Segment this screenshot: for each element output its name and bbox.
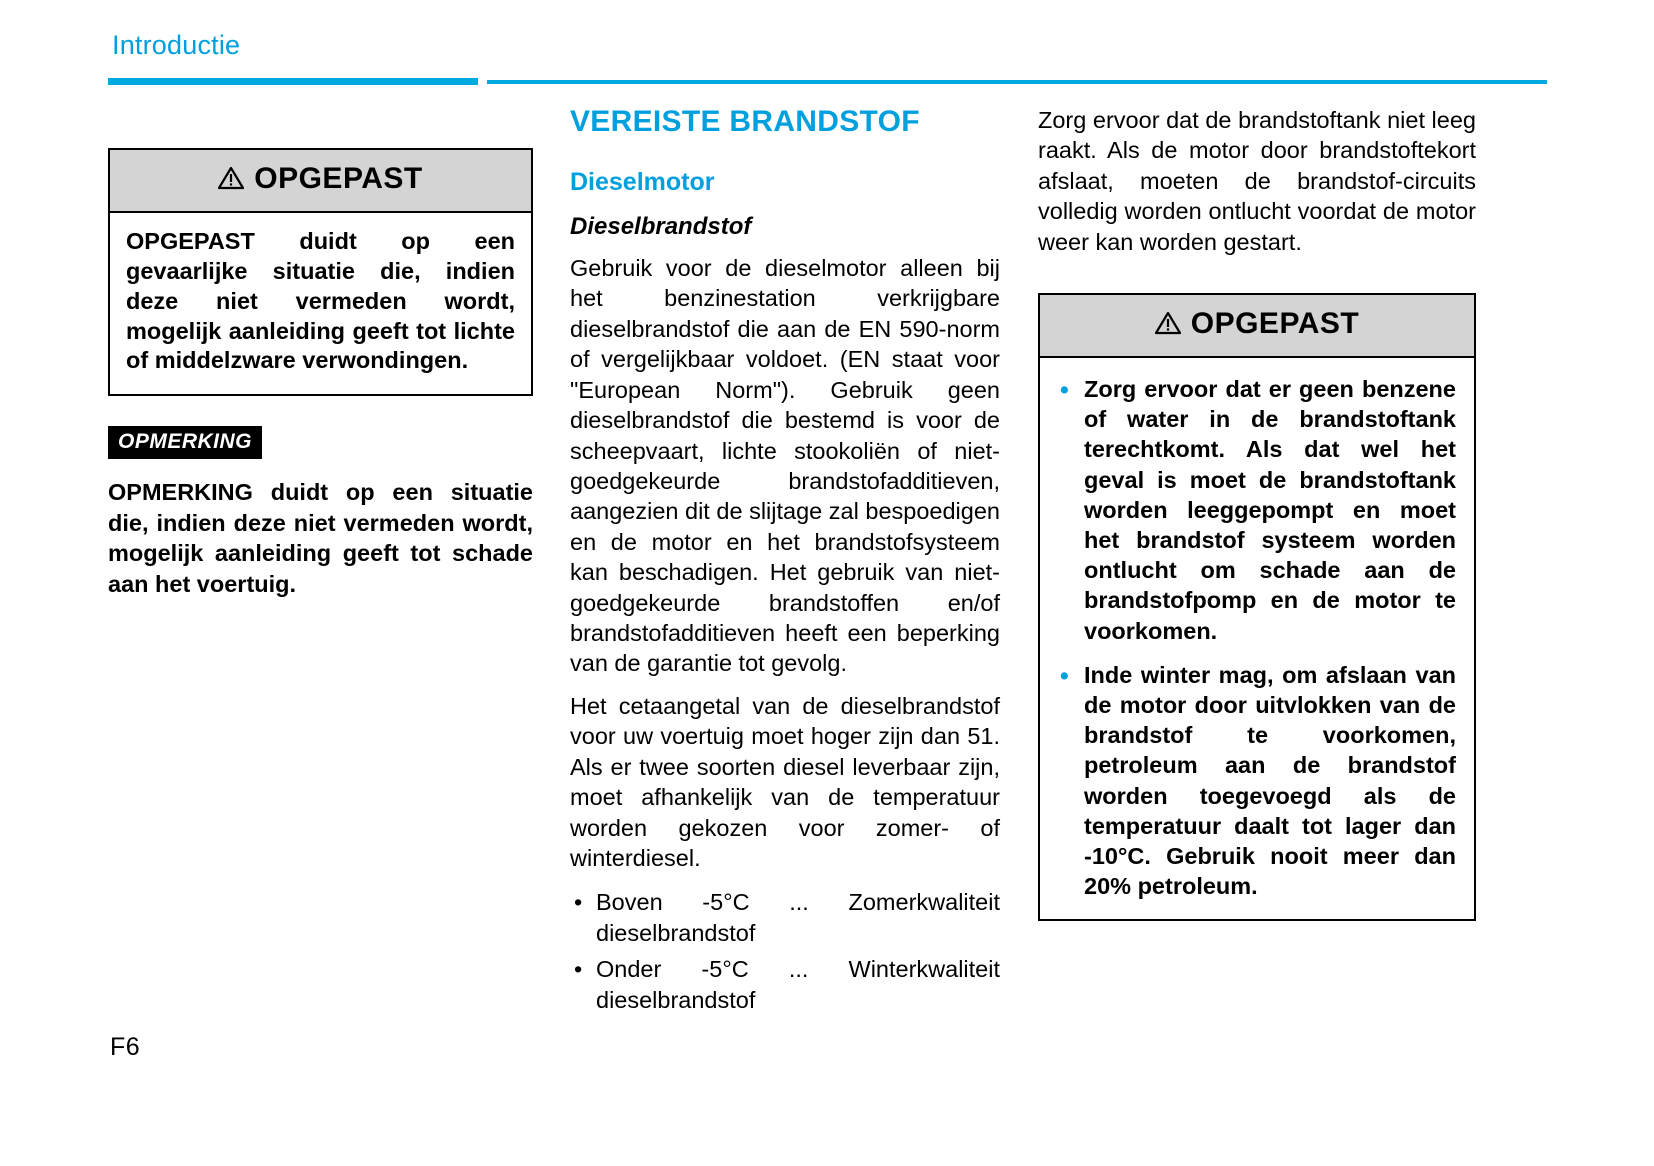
caution-box-header xyxy=(110,150,531,213)
header-rule-left xyxy=(108,78,478,85)
caution-box-fuel xyxy=(1038,293,1476,921)
column-right xyxy=(1038,105,1476,921)
diesel-quality-list xyxy=(570,887,1000,1015)
caution-box-definition xyxy=(108,148,533,396)
caution-box-title: OPGEPAST xyxy=(254,162,423,195)
subsection-heading-dieselbrandstof: Dieselbrandstof xyxy=(570,213,752,240)
caution-box-header xyxy=(1040,295,1474,358)
caution-bullet-list xyxy=(1040,358,1474,919)
paragraph-diesel-1: Gebruik voor de dieselmotor alleen bij het benzinestation verkrijgbare dieselbrandstof die aan de EN 590-norm of vergelijkbaar voldoet. (EN staat voor "European Norm"). Gebruik geen dieselbrandstof die bestemd is voor de scheepvaart, lichte stookoliën of niet-goedgekeurde brandstofadditieven, aangezien dit de slijtage zal bespoedigen en de motor en het brandstofsysteem kan beschadigen. Het gebruik van niet-goedgekeurde brandstoffen en/of brandstofadditieven heeft een beperking van de garantie tot gevolg. xyxy=(570,255,1000,677)
note-block xyxy=(108,396,533,599)
paragraph-diesel-2: Het cetaangetal van de dieselbrandstof voor uw voertuig moet hoger zijn dan 51. Als er twee soorten diesel leverbaar zijn, moet afhankelijk van de temperatuur worden gekozen voor zomer- of winterdiesel. xyxy=(570,692,1000,872)
section-heading-dieselmotor: Dieselmotor xyxy=(570,168,715,196)
caution-box-title: OPGEPAST xyxy=(1190,307,1360,341)
list-item: • Onder -5°C ... Winterkwaliteit dieselbrandstof xyxy=(570,954,1000,1015)
list-item: • Boven -5°C ... Zomerkwaliteit dieselbrandstof xyxy=(570,887,1000,948)
warning-triangle-icon xyxy=(218,164,244,198)
page-header-section: Introductie xyxy=(112,30,241,60)
chapter-title: VEREISTE BRANDSTOF xyxy=(570,105,920,138)
list-item: • Inde winter mag, om afslaan van de motor door uitvlokken van de brandstof te voorkomen, petroleum aan de brandstof worden toegevoegd als de temperatuur daalt tot lager dan -10°C. Gebruik nooit meer dan 20% petroleum. xyxy=(1058,660,1456,902)
note-text: OPMERKING duidt op een situatie die, indien deze niet vermeden wordt, mogelijk aanleiding geeft tot schade aan het voertuig. xyxy=(108,479,533,597)
list-item: • Zorg ervoor dat er geen benzene of water in de brandstoftank terechtkomt. Als dat wel het geval is moet de brandstoftank worden leeggepompt en moet het brandstof systeem worden ontlucht om schade aan de brandstofpomp en de motor te voorkomen. xyxy=(1058,374,1456,646)
paragraph-fueltank: Zorg ervoor dat de brandstoftank niet leeg raakt. Als de motor door brandstoftekort afslaat, moeten de brandstof-circuits volledig worden ontlucht voordat de motor weer kan worden gestart. xyxy=(1038,107,1476,255)
column-middle xyxy=(570,105,1000,1021)
caution-box-text: OPGEPAST duidt op een gevaarlijke situatie die, indien deze niet vermeden wordt, mogelijk aanleiding geeft tot lichte of middelzware verwondingen. xyxy=(126,228,515,374)
note-tag: OPMERKING xyxy=(108,426,262,459)
caution-box-body xyxy=(110,213,531,394)
page-number: F6 xyxy=(110,1033,141,1061)
column-left xyxy=(108,105,533,599)
warning-triangle-icon xyxy=(1155,309,1181,343)
header-rule-right xyxy=(487,80,1547,84)
